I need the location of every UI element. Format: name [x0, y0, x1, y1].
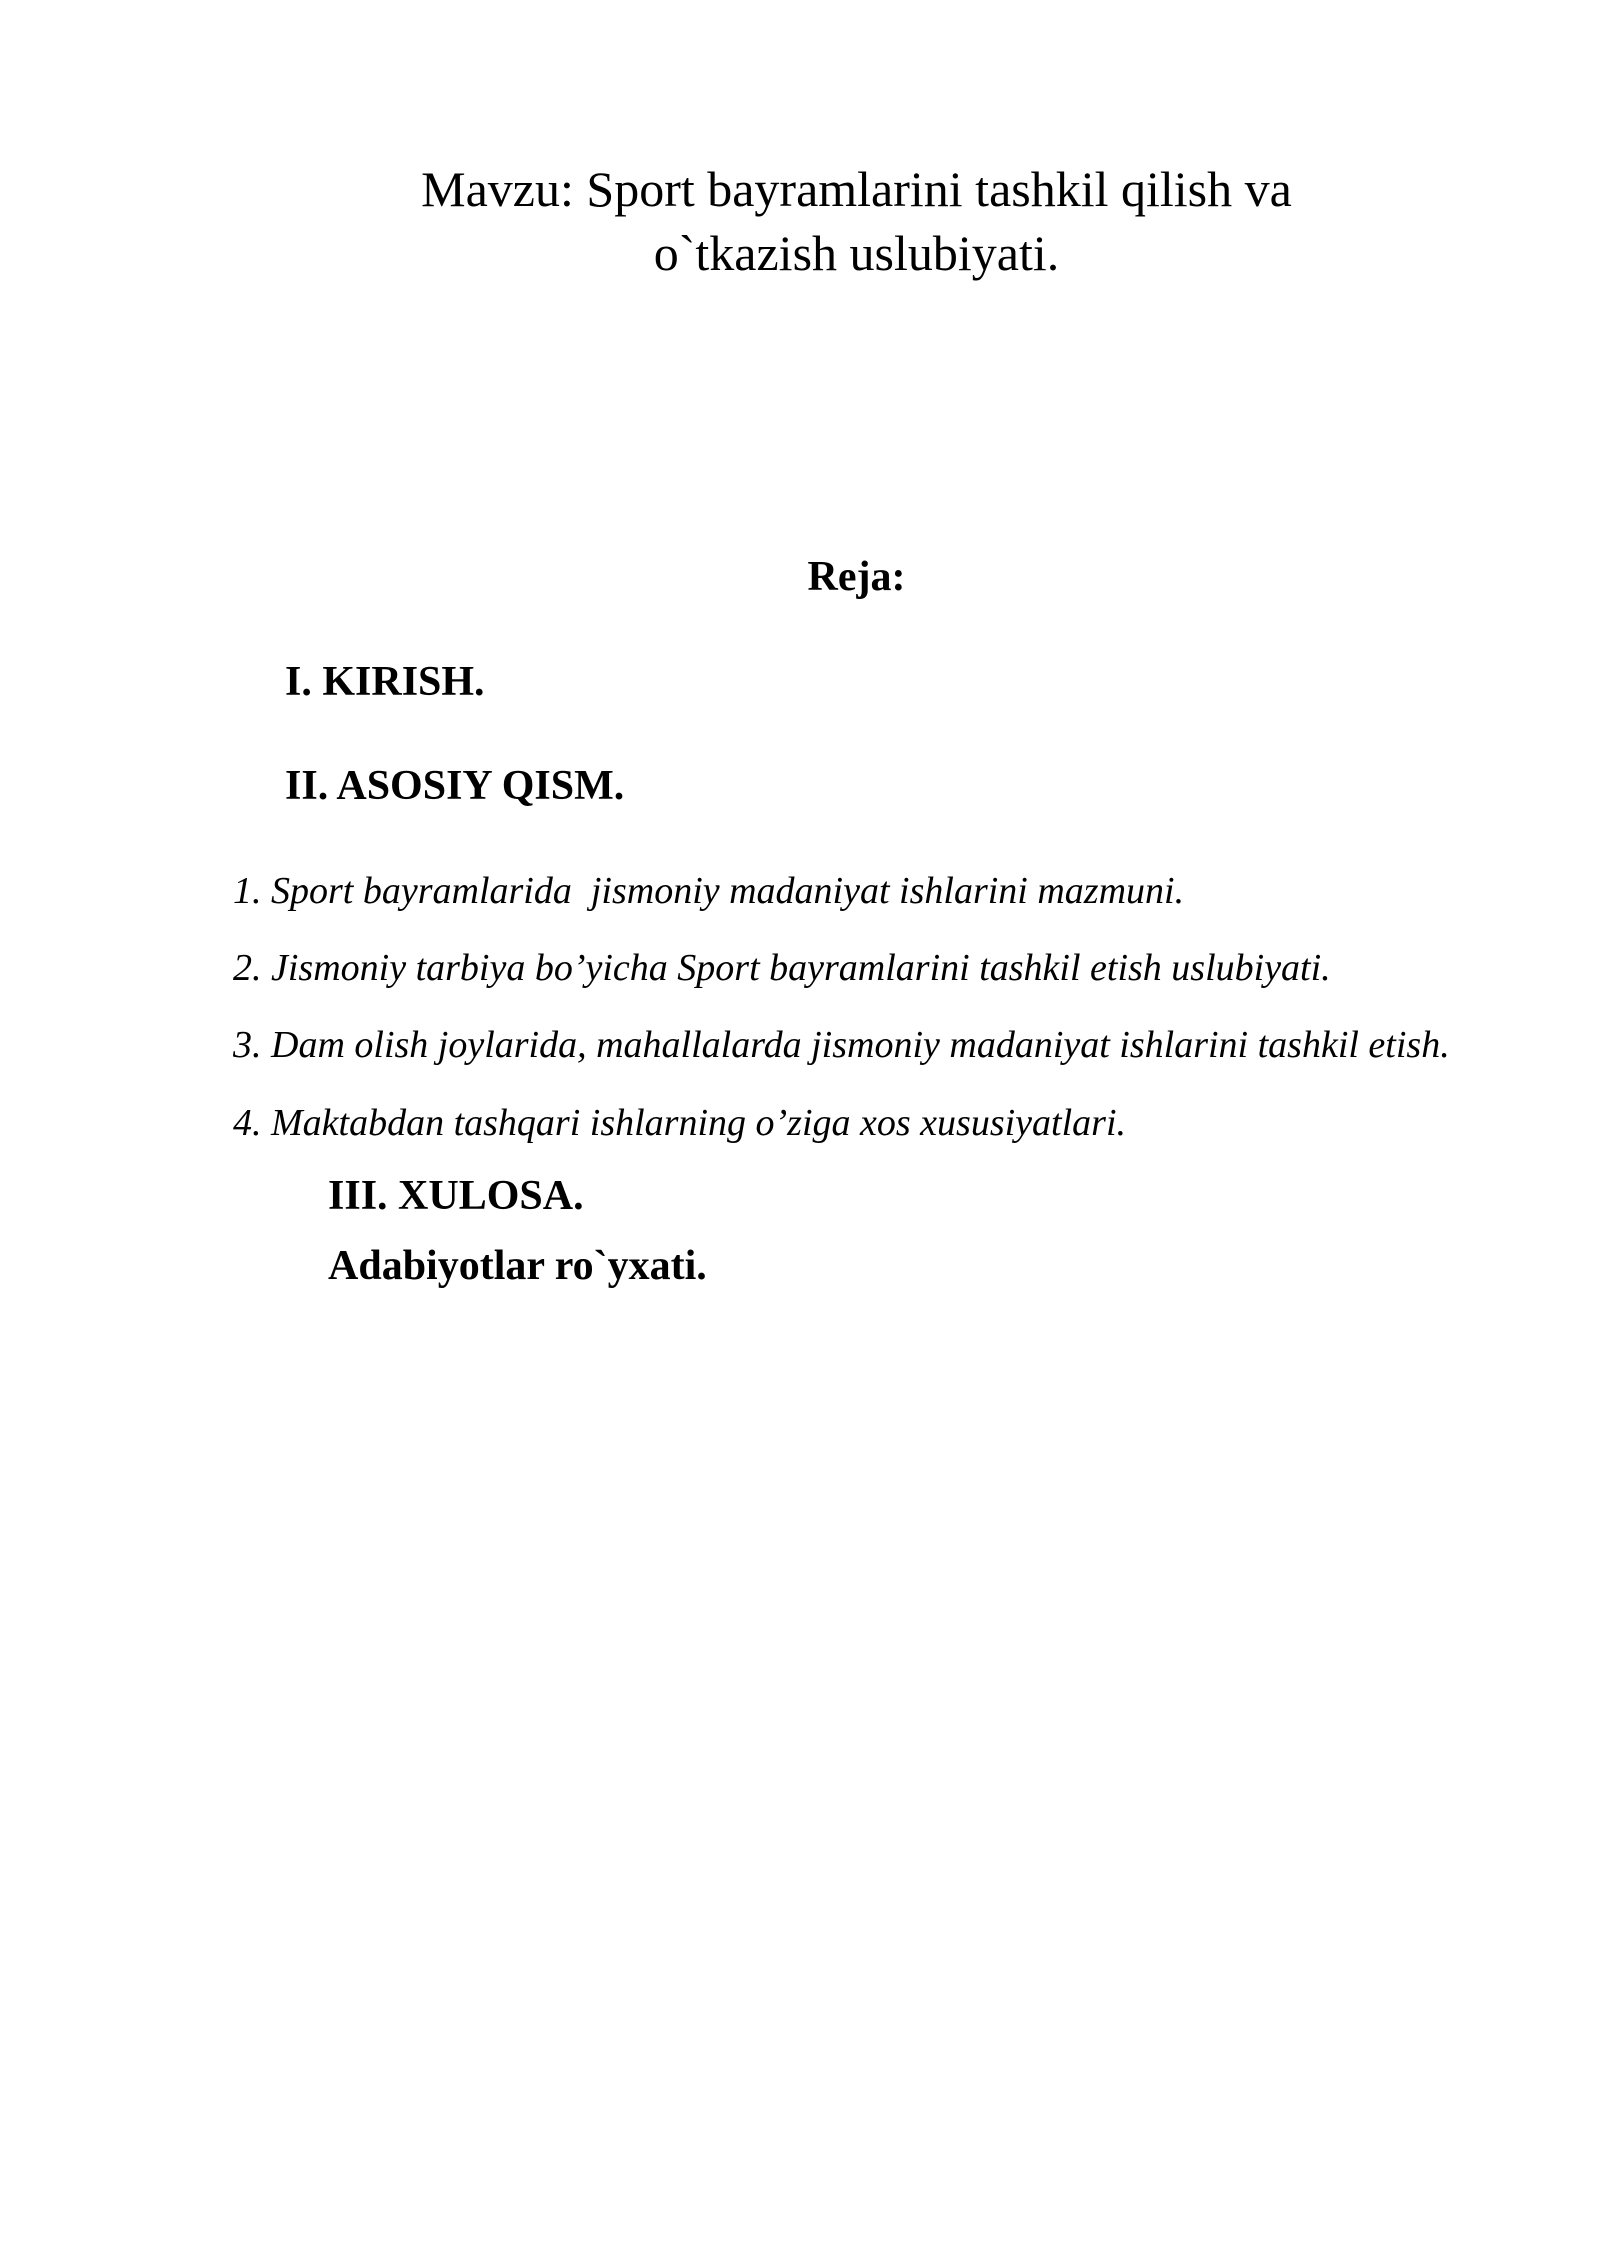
references-heading: Adabiyotlar ro`yxati. — [328, 1243, 707, 1290]
plan-item-3: 3. Dam olish joylarida, mahallalarda jismoniy madaniyat ishlarini tashkil etish. — [233, 1024, 1450, 1067]
document-title-line-2: o`tkazish uslubiyati. — [653, 224, 1060, 281]
plan-item-4: 4. Maktabdan tashqari ishlarning o’ziga xos xususiyatlari. — [233, 1101, 1126, 1144]
document-title — [233, 158, 1480, 285]
document-title-line-1: Mavzu: Sport bayramlarini tashkil qilish va — [421, 161, 1292, 217]
section-heading-kirish: I. KIRISH. — [285, 658, 485, 705]
section-heading-asosiy-qism: II. ASOSIY QISM. — [285, 763, 625, 809]
plan-item-list — [233, 859, 1480, 1156]
section-heading-xulosa: III. XULOSA. — [328, 1172, 584, 1219]
plan-item-2: 2. Jismoniy tarbiya bo’yicha Sport bayramlarini tashkil etish uslubiyati. — [233, 946, 1331, 989]
plan-item-1: 1. Sport bayramlarida jismoniy madaniyat ishlarini mazmuni. — [233, 869, 1185, 912]
plan-heading: Reja: — [807, 554, 906, 600]
